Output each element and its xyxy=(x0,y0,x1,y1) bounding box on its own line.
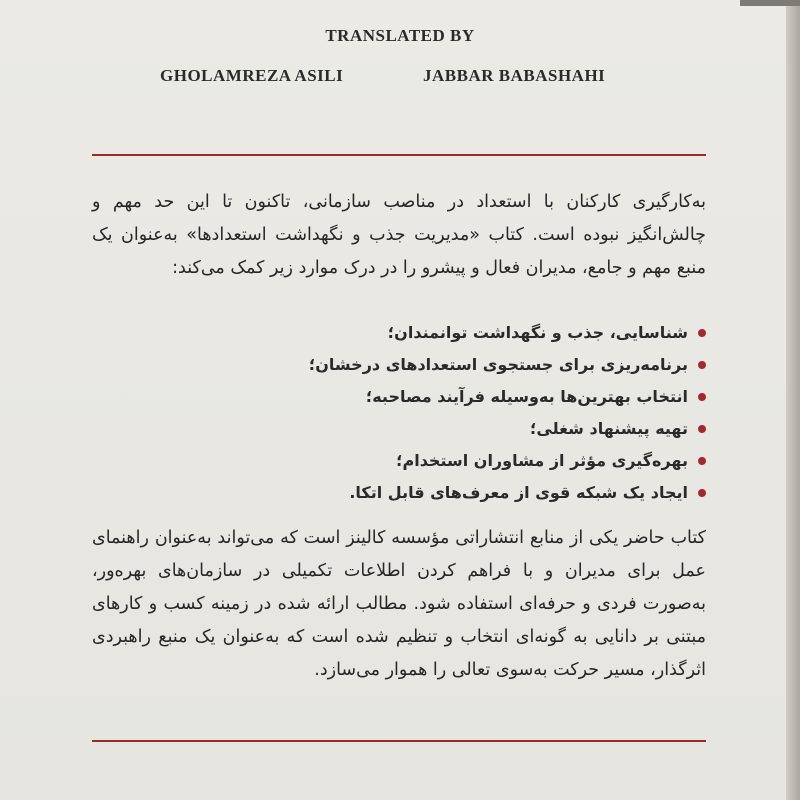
list-item xyxy=(92,477,706,509)
list-item-text: تهیه پیشنهاد شغلی؛ xyxy=(530,419,688,438)
list-item-text: بهره‌گیری مؤثر از مشاوران استخدام؛ xyxy=(396,451,688,470)
translator-name-1: GHOLAMREZA ASILI xyxy=(160,66,344,85)
body-paragraph: کتاب حاضر یکی از منابع انتشاراتی مؤسسه کالینز است که می‌تواند به‌عنوان راهنمای عمل برای مدیران و با فراهم کردن اطلاعات تکمیلی در سازمان‌های بهره‌ور، به‌صورت فردی و حرفه‌ای استفاده شود. مطالب ارائه شده در زمینه کسب و کارهای مبتنی بر دانایی به گونه‌ای انتخاب و تنظیم شده است که به‌عنوان یک منبع راهبردی اثرگذار، مسیر حرکت به‌سوی تعالی را هموار می‌سازد. xyxy=(92,528,706,680)
cover-spine-edge xyxy=(786,0,800,800)
top-divider xyxy=(92,154,706,156)
bullet-dot-icon xyxy=(698,457,706,465)
translated-by-heading: TRANSLATED BY xyxy=(325,26,475,45)
bullet-dot-icon xyxy=(698,489,706,497)
list-item-text: انتخاب بهترین‌ها به‌وسیله فرآیند مصاحبه؛ xyxy=(365,387,688,406)
list-item xyxy=(92,349,706,381)
list-item-text: شناسایی، جذب و نگهداشت توانمندان؛ xyxy=(387,323,688,342)
bullet-dot-icon xyxy=(698,361,706,369)
bullet-dot-icon xyxy=(698,425,706,433)
list-item xyxy=(92,381,706,413)
cover-corner-edge xyxy=(740,0,800,6)
list-item xyxy=(92,317,706,349)
bullet-dot-icon xyxy=(698,393,706,401)
feature-list xyxy=(92,317,706,509)
bottom-divider xyxy=(92,740,706,742)
list-item-text: برنامه‌ریزی برای جستجوی استعدادهای درخشان؛ xyxy=(308,355,688,374)
bullet-dot-icon xyxy=(698,329,706,337)
list-item xyxy=(92,413,706,445)
translator-name-2: JABBAR BABASHAHI xyxy=(423,66,606,85)
list-item xyxy=(92,445,706,477)
intro-paragraph: به‌کارگیری کارکنان با استعداد در مناصب سازمانی، تاکنون تا این حد مهم و چالش‌انگیز نبوده است. کتاب «مدیریت جذب و نگهداشت استعدادها» به‌عنوان یک منبع مهم و جامع، مدیران فعال و پیشرو را در درک موارد زیر کمک می‌کند: xyxy=(92,192,706,278)
list-item-text: ایجاد یک شبکه قوی از معرف‌های قابل اتکا. xyxy=(349,483,688,502)
